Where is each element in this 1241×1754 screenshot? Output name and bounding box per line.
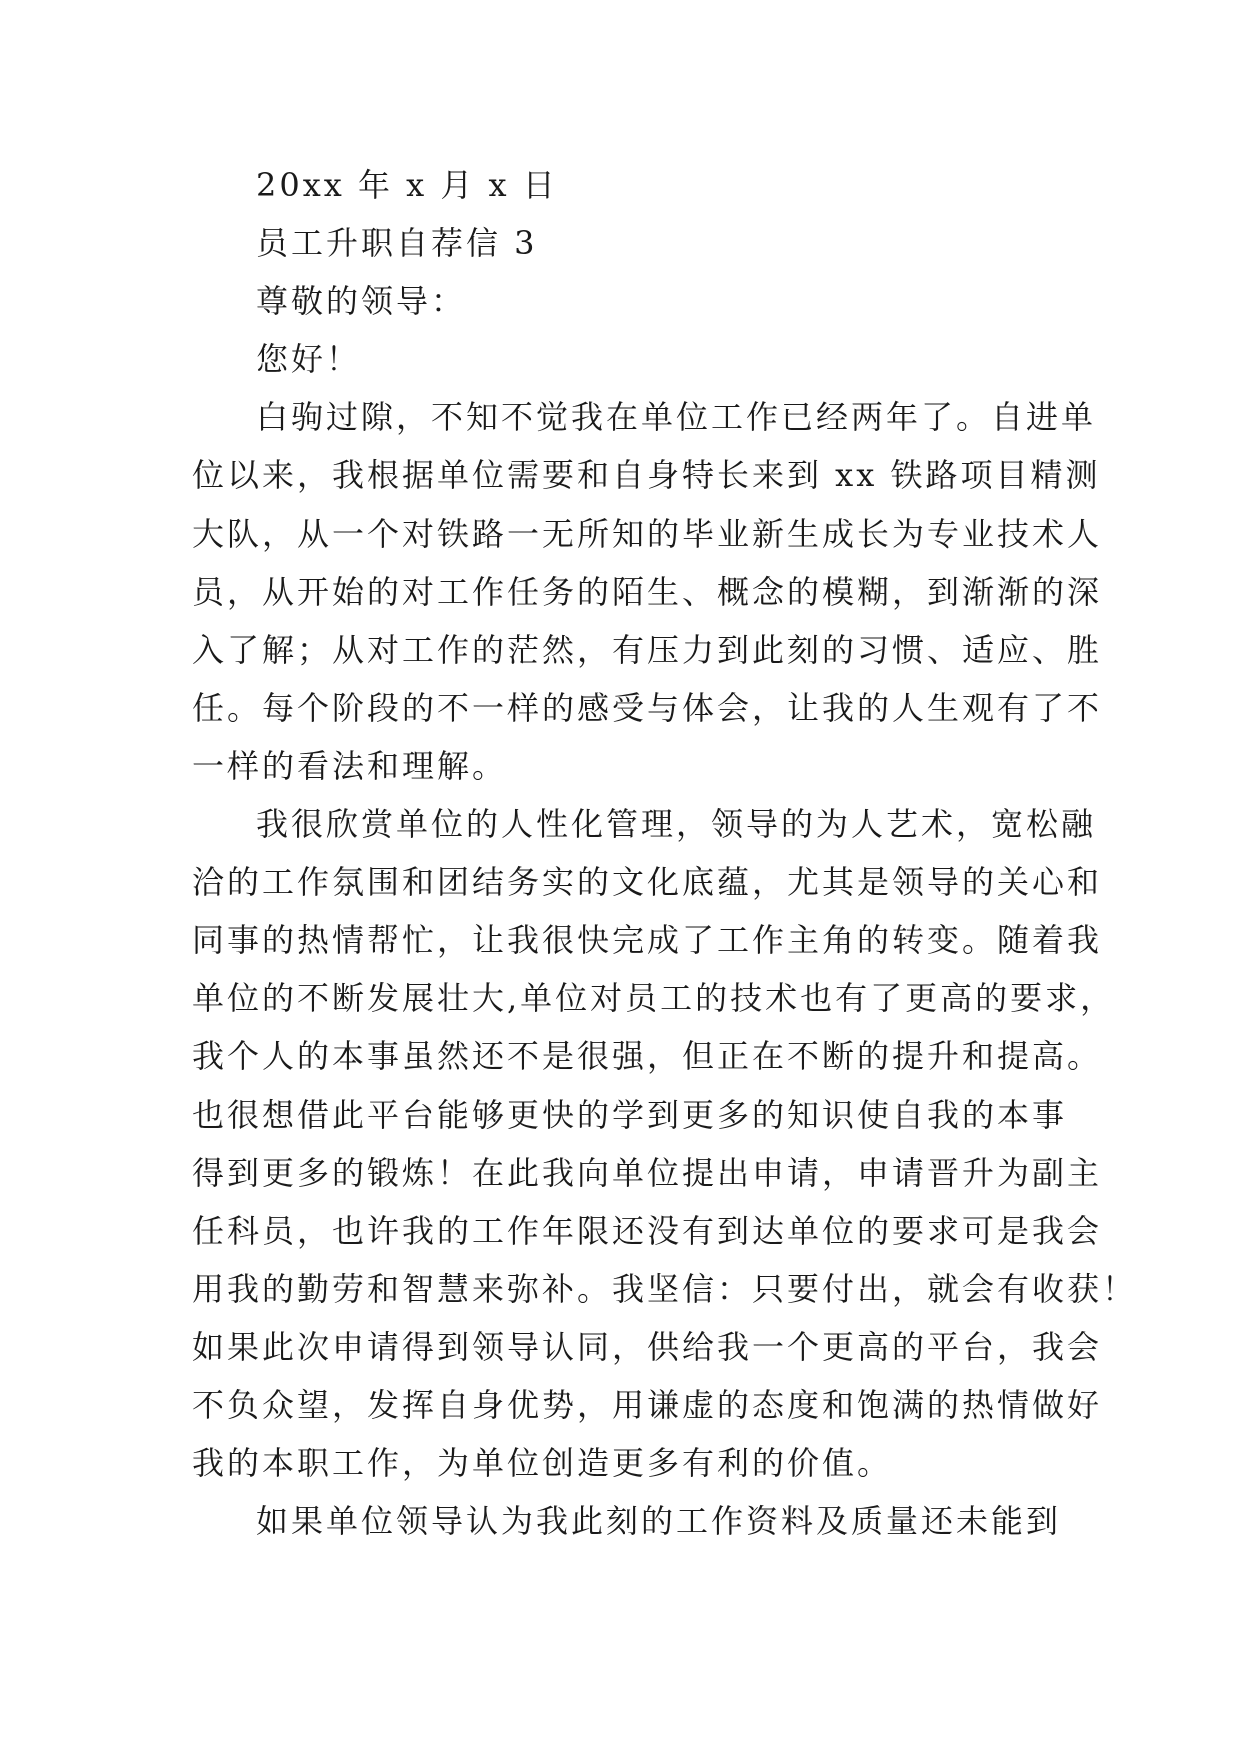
paragraph-2-line: 用我的勤劳和智慧来弥补。我坚信：只要付出，就会有收获！ xyxy=(192,1269,1138,1308)
paragraph-1-line: 任。每个阶段的不一样的感受与体会，让我的人生观有了不 xyxy=(192,688,1103,727)
letter-title: 员工升职自荐信 3 xyxy=(256,224,538,263)
date-line: 20xx 年 x 月 x 日 xyxy=(256,166,558,204)
paragraph-2-line: 我很欣赏单位的人性化管理，领导的为人艺术，宽松融 xyxy=(256,805,1097,844)
paragraph-1-line: 入了解；从对工作的茫然，有压力到此刻的习惯、适应、胜 xyxy=(192,630,1103,669)
paragraph-2-line: 同事的热情帮忙，让我很快完成了工作主角的转变。随着我 xyxy=(192,921,1103,960)
paragraph-2-line: 不负众望，发挥自身优势，用谦虚的态度和饱满的热情做好 xyxy=(192,1385,1103,1424)
paragraph-1-line: 大队，从一个对铁路一无所知的毕业新生成长为专业技术人 xyxy=(192,514,1103,553)
paragraph-2-line: 我的本职工作，为单位创造更多有利的价值。 xyxy=(192,1444,893,1483)
paragraph-1-line: 员，从开始的对工作任务的陌生、概念的模糊，到渐渐的深 xyxy=(192,572,1103,611)
paragraph-2-line: 洽的工作氛围和团结务实的文化底蕴，尤其是领导的关心和 xyxy=(192,863,1103,902)
paragraph-2-line: 任科员，也许我的工作年限还没有到达单位的要求可是我会 xyxy=(192,1211,1103,1250)
letter-body xyxy=(192,156,1138,1550)
greeting: 您好！ xyxy=(256,340,362,379)
paragraph-1-line: 位以来，我根据单位需要和自身特长来到 xx 铁路项目精测 xyxy=(192,456,1101,495)
paragraph-2-line: 我个人的本事虽然还不是很强，但正在不断的提升和提高。 xyxy=(192,1037,1103,1076)
paragraph-2-line: 也很想借此平台能够更快的学到更多的知识使自我的本事 xyxy=(192,1095,1068,1134)
paragraph-1-line: 一样的看法和理解。 xyxy=(192,746,508,785)
paragraph-3-line: 如果单位领导认为我此刻的工作资料及质量还未能到 xyxy=(256,1502,1062,1541)
paragraph-2-line: 如果此次申请得到领导认同，供给我一个更高的平台，我会 xyxy=(192,1327,1103,1366)
paragraph-1-line: 白驹过隙，不知不觉我在单位工作已经两年了。自进单 xyxy=(256,398,1097,437)
paragraph-2-line: 单位的不断发展壮大,单位对员工的技术也有了更高的要求， xyxy=(192,979,1116,1018)
salutation: 尊敬的领导： xyxy=(256,282,467,321)
paragraph-2-line: 得到更多的锻炼！在此我向单位提出申请，申请晋升为副主 xyxy=(192,1153,1103,1192)
